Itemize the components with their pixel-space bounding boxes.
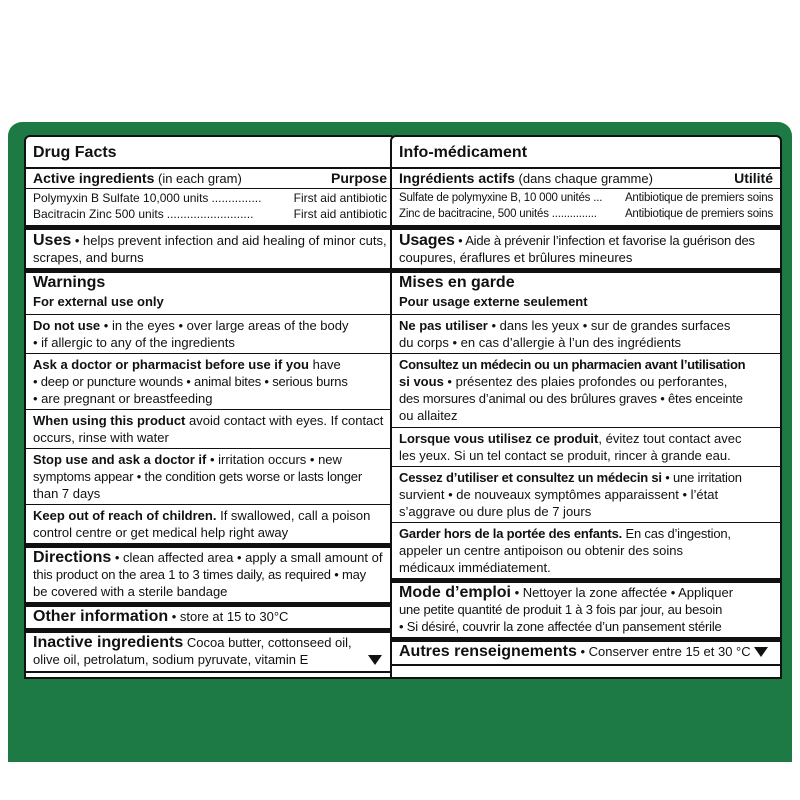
purpose-header: Purpose [330, 170, 387, 186]
continued-arrow-icon [754, 647, 768, 657]
ingredient-row: Zinc de bacitracine, 500 unités ............... Antibiotique de premiers soins [399, 208, 773, 220]
other-information: Other information • store at 15 to 30°C [33, 608, 289, 625]
mode-emploi-section: Mode d’emploi • Nettoyer la zone affectée • Appliquer [399, 584, 734, 601]
warnings-subtitle: For external use only [33, 294, 164, 309]
lorsque-vous-utilisez: Lorsque vous utilisez ce produit, évitez tout contact avec [399, 431, 742, 446]
do-not-use: Do not use • in the eyes • over large areas of the body [33, 318, 349, 333]
purpose-header: Utilité [734, 170, 773, 186]
active-ingredients-header: Ingrédients actifs (dans chaque gramme) Utilité [399, 170, 773, 186]
autres-renseignements: Autres renseignements • Conserver entre 15 et 30 °C [399, 643, 751, 660]
when-using: When using this product avoid contact with eyes. If contact [33, 413, 384, 428]
consultez-medecin: Consultez un médecin ou un pharmacien avant l’utilisation [399, 357, 746, 372]
ingredient-row: Sulfate de polymyxine B, 10 000 unités ... Antibiotique de premiers soins [399, 192, 773, 204]
keep-out-of-reach: Keep out of reach of children. If swallowed, call a poison [33, 508, 371, 523]
ingredient-row: Polymyxin B Sulfate 10,000 units ............... First aid antibiotic [33, 191, 387, 205]
cessez-utiliser: Cessez d’utiliser et consultez un médecin si • une irritation [399, 470, 742, 485]
active-ingredients-header: Active ingredients (in each gram) Purpose [33, 170, 387, 186]
mises-en-garde-subtitle: Pour usage externe seulement [399, 294, 588, 309]
garder-hors-portee: Garder hors de la portée des enfants. En cas d’ingestion, [399, 526, 731, 541]
info-medicament-panel: Info-médicament Ingrédients actifs (dans chaque gramme) Utilité Sulfate de polymyxine B, 10 000 unités ... Antibiotique de premiers soins Zinc de bacitracine, 500 unités ............... Antibiotique de premiers soins Usages • Aide à prévenir l’infection et favorise la guérison des coupures, éraflures et brûlures mineures Mises en garde Pour usage externe seulement Ne pas utiliser • dans les yeux • sur de grandes surfaces du corps • en cas d’allergie à l’un des ingrédients Consultez un médecin ou un pharmacien avant l’utilisation si vous • présentez des plaies profondes ou perforantes, des morsures d’animal ou des brûlures graves • êtes enceinte ou allaitez Lorsque vous utilisez ce produit, évitez tout contact avec les yeux. Si un tel contact se produit, rincer à grande eau. Cessez d’utiliser et consultez un médecin si • une irritation survient • de nouveaux symptômes apparaissent • l’état s’aggrave ou dure plus de 7 jours Garder hors de la portée des enfants. En cas d’ingestion, appeler un centre antipoison ou obtenir des soins médicaux immédiatement. Mode d’emploi • Nettoyer la zone affectée • Appliquer une petite quantité de produit 1 à 3 fois par jour, au besoin • Si désiré, couvrir la zone affectée d’un pansement stérile Autres renseignements • Conserver entre 15 et 30 °C [390, 135, 782, 679]
uses-section: Uses • helps prevent infection and aid healing of minor cuts, [33, 232, 387, 249]
ingredient-row: Bacitracin Zinc 500 units .......................... First aid antibiotic [33, 207, 387, 221]
mises-en-garde-title: Mises en garde [399, 274, 515, 291]
drug-facts-title: Drug Facts [33, 144, 117, 161]
continued-arrow-icon [368, 655, 382, 665]
inactive-ingredients: Inactive ingredients Cocoa butter, cottonseed oil, [33, 634, 352, 651]
warnings-title: Warnings [33, 274, 106, 291]
ask-doctor: Ask a doctor or pharmacist before use if you have [33, 357, 341, 372]
usages-section: Usages • Aide à prévenir l’infection et favorise la guérison des [399, 232, 755, 249]
drug-facts-panel: Drug Facts Active ingredients (in each gram) Purpose Polymyxin B Sulfate 10,000 units ............... First aid antibiotic Bacitracin Zinc 500 units .......................... First aid antibiotic Uses • helps prevent infection and aid healing of minor cuts, scrapes, and burns Warnings For external use only Do not use • in the eyes • over large areas of the body • if allergic to any of the ingredients Ask a doctor or pharmacist before use if you have • deep or puncture wounds • animal bites • serious burns • are pregnant or breastfeeding When using this product avoid contact with eyes. If contact occurs, rinse with water Stop use and ask a doctor if • irritation occurs • new symptoms appear • the condition gets worse or lasts longer than 7 days Keep out of reach of children. If swallowed, call a poison control centre or get medical help right away Directions • clean affected area • apply a small amount of this product on the area 1 to 3 times daily, as required • may be covered with a sterile bandage Other information • store at 15 to 30°C Inactive ingredients Cocoa butter, cottonseed oil, olive oil, petrolatum, sodium pyruvate, vitamin E [24, 135, 396, 679]
stop-use: Stop use and ask a doctor if • irritation occurs • new [33, 452, 342, 467]
directions-section: Directions • clean affected area • apply a small amount of [33, 549, 383, 566]
info-medicament-title: Info-médicament [399, 144, 528, 161]
ne-pas-utiliser: Ne pas utiliser • dans les yeux • sur de grandes surfaces [399, 318, 731, 333]
